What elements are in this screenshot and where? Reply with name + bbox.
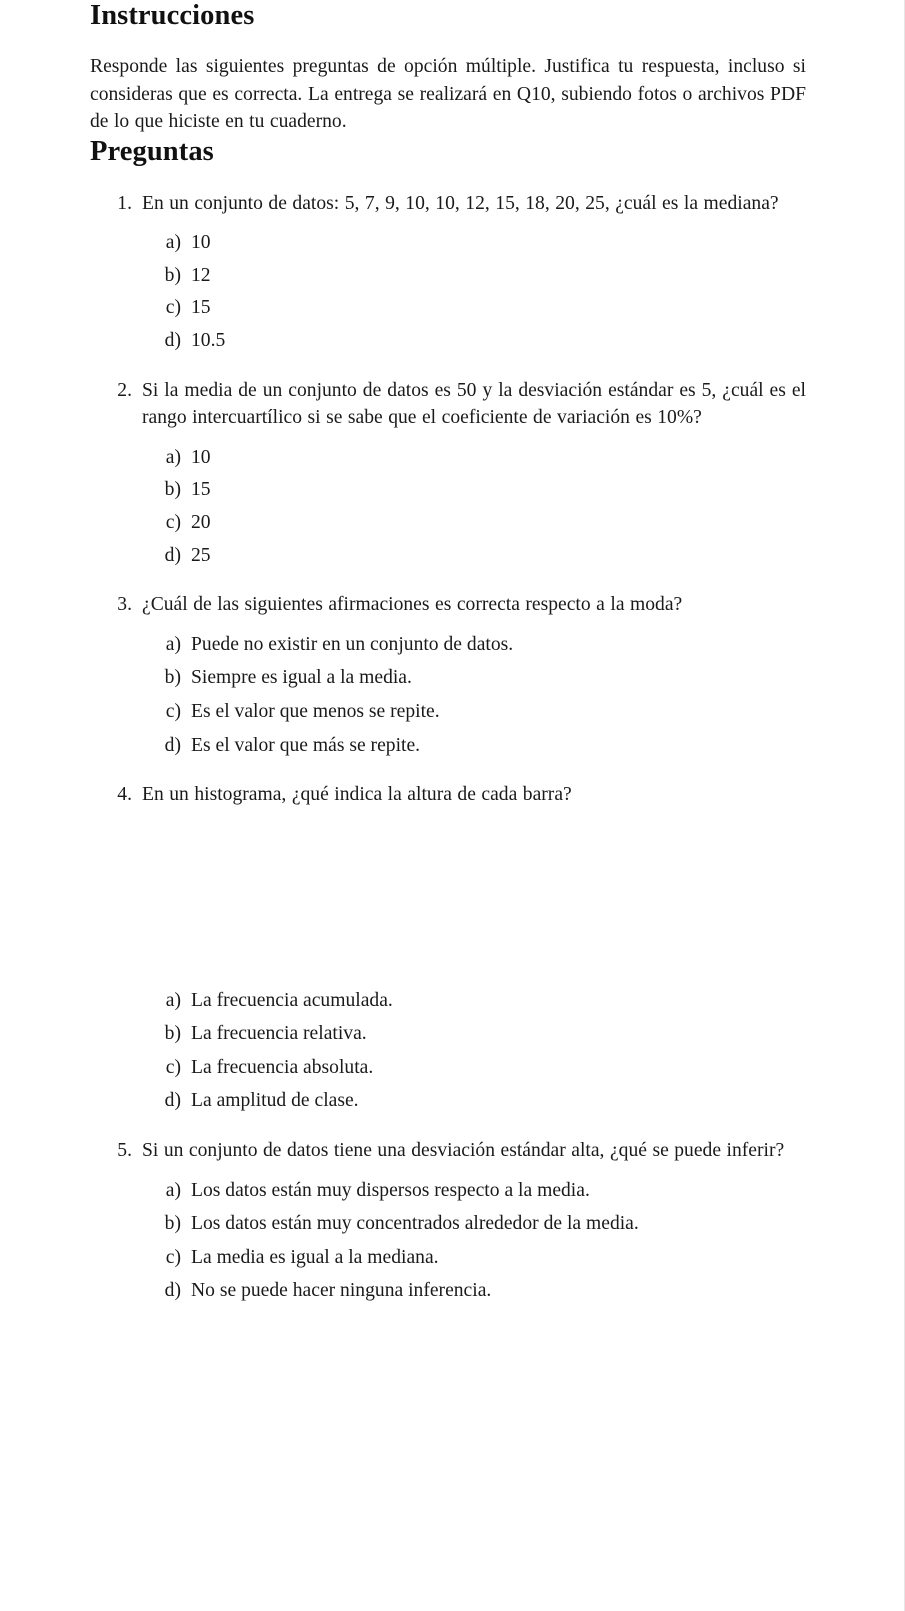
question-text: Si un conjunto de datos tiene una desviación estándar alta, ¿qué se puede inferir? bbox=[142, 1140, 785, 1162]
option-item-2d[interactable] bbox=[155, 542, 806, 570]
option-label: d) bbox=[164, 1090, 181, 1112]
option-label: c) bbox=[165, 297, 181, 319]
question-number: 2. bbox=[117, 379, 132, 401]
option-text: La amplitud de clase. bbox=[191, 1090, 359, 1112]
option-item-3a[interactable] bbox=[155, 631, 806, 659]
question-text: Si la media de un conjunto de datos es 50 y la desviación estándar es 5, ¿cuál es el rango intercuartílico si se sabe que el coeficiente de variación es 10%? bbox=[142, 379, 806, 429]
options-list-3 bbox=[142, 631, 806, 759]
option-text: 15 bbox=[191, 479, 211, 501]
option-item-1b[interactable] bbox=[155, 262, 806, 290]
option-label: a) bbox=[165, 633, 181, 655]
option-text: La frecuencia acumulada. bbox=[191, 989, 393, 1011]
option-text: 10 bbox=[191, 232, 211, 254]
option-label: b) bbox=[164, 1023, 181, 1045]
option-text: Los datos están muy concentrados alrededor de la media. bbox=[191, 1213, 639, 1235]
option-text: Siempre es igual a la media. bbox=[191, 667, 412, 689]
options-list-5 bbox=[142, 1177, 806, 1305]
option-item-2a[interactable] bbox=[155, 444, 806, 472]
option-item-1c[interactable] bbox=[155, 294, 806, 322]
page-content bbox=[90, 0, 806, 1305]
option-text: 10 bbox=[191, 446, 211, 468]
option-item-4c[interactable] bbox=[155, 1054, 806, 1082]
question-text: ¿Cuál de las siguientes afirmaciones es correcta respecto a la moda? bbox=[142, 594, 683, 616]
option-text: 25 bbox=[191, 544, 211, 566]
option-label: d) bbox=[164, 734, 181, 756]
option-label: b) bbox=[164, 1213, 181, 1235]
option-text: 12 bbox=[191, 264, 211, 286]
option-item-3c[interactable] bbox=[155, 698, 806, 726]
question-item-5 bbox=[90, 1137, 806, 1305]
option-text: La frecuencia absoluta. bbox=[191, 1056, 374, 1078]
question-number: 4. bbox=[117, 784, 132, 806]
option-item-5c[interactable] bbox=[155, 1244, 806, 1272]
question-text: En un histograma, ¿qué indica la altura de cada barra? bbox=[142, 784, 572, 806]
option-label: a) bbox=[165, 1179, 181, 1201]
option-text: La media es igual a la mediana. bbox=[191, 1246, 439, 1268]
option-text: No se puede hacer ninguna inferencia. bbox=[191, 1280, 492, 1302]
option-text: Es el valor que menos se repite. bbox=[191, 700, 440, 722]
section-heading-instrucciones: Instrucciones bbox=[90, 0, 255, 31]
question-item-4 bbox=[90, 781, 806, 1115]
option-item-2c[interactable] bbox=[155, 509, 806, 537]
instructions-paragraph: Responde las siguientes preguntas de opción múltiple. Justifica tu respuesta, incluso si consideras que es correcta. La entrega se realizará en Q10, subiendo fotos o archivos PDF de lo que hiciste en tu cuaderno. bbox=[90, 55, 806, 133]
option-item-3d[interactable] bbox=[155, 732, 806, 760]
option-label: a) bbox=[165, 446, 181, 468]
option-text: Es el valor que más se repite. bbox=[191, 734, 421, 756]
question-item-1 bbox=[90, 190, 806, 355]
option-label: c) bbox=[165, 1246, 181, 1268]
option-label: c) bbox=[165, 700, 181, 722]
option-label: c) bbox=[165, 1056, 181, 1078]
option-item-4b[interactable] bbox=[155, 1020, 806, 1048]
question-number: 5. bbox=[117, 1140, 132, 1162]
option-text: 10.5 bbox=[191, 329, 226, 351]
options-list-2 bbox=[142, 444, 806, 569]
option-item-5a[interactable] bbox=[155, 1177, 806, 1205]
histogram-figure-placeholder bbox=[142, 809, 806, 975]
option-label: d) bbox=[164, 329, 181, 351]
options-list-1 bbox=[142, 229, 806, 354]
option-item-5d[interactable] bbox=[155, 1277, 806, 1305]
option-text: La frecuencia relativa. bbox=[191, 1023, 367, 1045]
question-number: 3. bbox=[117, 594, 132, 616]
questions-list bbox=[90, 190, 806, 1305]
option-label: b) bbox=[164, 264, 181, 286]
option-label: a) bbox=[165, 232, 181, 254]
option-label: d) bbox=[164, 544, 181, 566]
option-item-5b[interactable] bbox=[155, 1210, 806, 1238]
question-text: En un conjunto de datos: 5, 7, 9, 10, 10, 12, 15, 18, 20, 25, ¿cuál es la mediana? bbox=[142, 192, 779, 214]
option-text: Los datos están muy dispersos respecto a la media. bbox=[191, 1179, 590, 1201]
option-label: a) bbox=[165, 989, 181, 1011]
option-item-3b[interactable] bbox=[155, 664, 806, 692]
question-number: 1. bbox=[117, 192, 132, 214]
option-item-1a[interactable] bbox=[155, 229, 806, 257]
option-item-1d[interactable] bbox=[155, 327, 806, 355]
option-item-4a[interactable] bbox=[155, 987, 806, 1015]
options-list-4 bbox=[142, 987, 806, 1115]
option-item-4d[interactable] bbox=[155, 1087, 806, 1115]
question-item-3 bbox=[90, 591, 806, 759]
option-label: d) bbox=[164, 1280, 181, 1302]
option-label: b) bbox=[164, 667, 181, 689]
option-text: Puede no existir en un conjunto de datos. bbox=[191, 633, 514, 655]
option-text: 15 bbox=[191, 297, 211, 319]
option-label: c) bbox=[165, 511, 181, 533]
option-item-2b[interactable] bbox=[155, 476, 806, 504]
question-item-2 bbox=[90, 377, 806, 570]
section-heading-preguntas: Preguntas bbox=[90, 135, 214, 167]
option-label: b) bbox=[164, 479, 181, 501]
option-text: 20 bbox=[191, 511, 211, 533]
